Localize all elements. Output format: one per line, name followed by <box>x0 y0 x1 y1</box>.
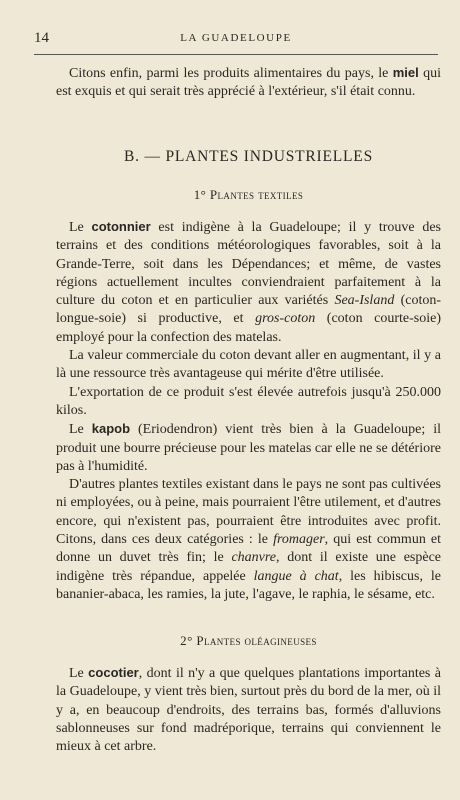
text-run: Citons enfin, parmi les produits alimentaires du pays, le <box>69 66 393 81</box>
intro-text <box>56 64 441 102</box>
subsection-title-oleagineuses <box>56 633 441 649</box>
page-number: 14 <box>34 30 49 46</box>
text-run: , qui est commun et donne un duvet très fin; le <box>56 532 441 566</box>
paragraph-autres-plantes <box>56 476 441 604</box>
text-run: D'autres plantes textiles existant dans le pays ne sont pas cultivées ni employées, ou à peine, mais pourraient l'être utilement, et d'autres encore, qui n'existent pas, pourraient être introduites avec profit. Citons, dans ces deux catégories : le <box>56 477 441 548</box>
text-run: (Eriodendron) vient très bien à la Guadeloupe; il produit une bourre précieuse pour les matelas car elle ne se détériore pas à l'humidité. <box>56 422 441 474</box>
running-title: LA GUADELOUPE <box>180 32 292 44</box>
term-chanvre: chanvre <box>231 550 277 566</box>
term-fromager: fromager <box>273 532 325 548</box>
term-cotonnier: cotonnier <box>91 219 151 234</box>
text-run: Le <box>69 422 92 438</box>
term-miel: miel <box>392 65 419 80</box>
term-langue-a-chat: langue à chat <box>253 568 339 584</box>
text-run: Le <box>69 220 92 235</box>
term-gros-coton: gros-coton <box>255 311 316 327</box>
paragraph-cotonnier <box>56 218 441 347</box>
paragraph-valeur: La valeur commerciale du coton devant aller en augmentant, il y a là une ressource très avantageuse qui mérite d'être utilisée. <box>56 348 441 382</box>
term-sea-island: Sea-Island <box>334 293 395 309</box>
text-run: , dont il n'y a que quelques plantations importantes à la Guadeloupe, y vient très bien, surtout près du bord de la mer, où il y a, en beaucoup d'endroits, des terrains bas, formés d'alluvions sablonneuses sur fond madréporique, terrains qui conviennent le mieux à cet arbre. <box>56 666 441 755</box>
page-header <box>34 30 438 52</box>
subsection-label: Plantes oléagineuses <box>196 633 317 648</box>
text-run: , les hibiscus, le bananier-abaca, les ramies, la jute, l'agave, le raphia, le sésame, etc. <box>56 568 441 602</box>
paragraph-miel <box>56 64 441 102</box>
text-run: Le <box>69 666 89 681</box>
paragraph-exportation: L'exportation de ce produit s'est élevée autrefois jusqu'à 250.000 kilos. <box>56 384 441 418</box>
text-run: (coton-longue-soie) si productive, et <box>56 293 441 327</box>
term-cocotier: cocotier <box>88 665 139 680</box>
textiles-text <box>56 218 441 604</box>
text-run: est indigène à la Guadeloupe; il y trouve des terrains et des conditions météorologiques favorables, soit à la Grande-Terre, soit dans les Dépendances; et même, de vastes régions actuellement incultes conviendraient parfaitement à la culture du coton et en particulier aux variétés <box>56 220 441 309</box>
paragraph-kapob <box>56 420 441 476</box>
section-title: B. — PLANTES INDUSTRIELLES <box>124 148 373 165</box>
paragraph-cocotier <box>56 664 441 756</box>
header-rule <box>34 54 438 55</box>
subsection-number: 2° <box>180 633 193 648</box>
text-run: , dont il existe une espèce indigène très répandue, appelée <box>56 550 442 584</box>
term-kapob: kapob <box>91 421 131 437</box>
subsection-title-textiles <box>56 187 441 203</box>
text-run: qui est exquis et qui serait très apprécié à l'extérieur, s'il était connu. <box>56 66 442 100</box>
subsection-label: Plantes textiles <box>209 187 304 202</box>
subsection-number: 1° <box>193 187 207 202</box>
text-run: (coton courte-soie) employé pour la confection des matelas. <box>56 311 441 345</box>
oleagineuses-text <box>56 664 441 756</box>
